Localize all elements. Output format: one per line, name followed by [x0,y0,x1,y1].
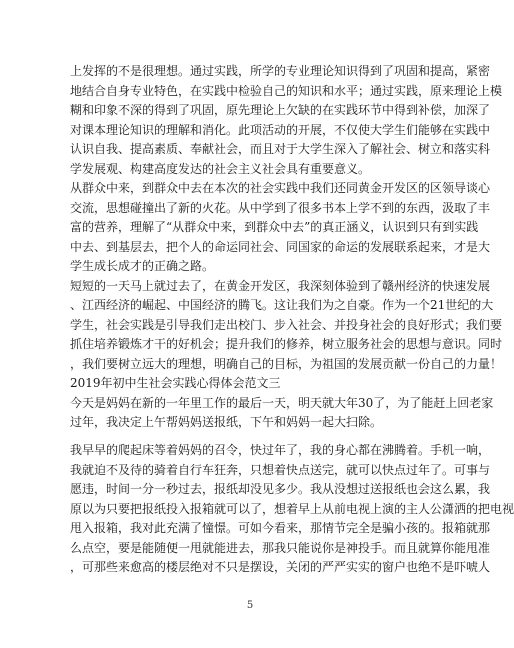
text-line: 糊和印象不深的得到了巩固，原先理论上欠缺的在实践环节中得到补偿，加深了 [70,103,491,117]
text-line: 甩入报箱，我对此充满了憧憬。可如今看来，那情节完全是骗小孩的。报箱就那 [70,521,491,535]
text-line: 对课本理论知识的理解和消化。此项活动的开展，不仅使大学生们能够在实践中 [70,122,491,137]
text-line: 上发挥的不是很理想。通过实践，所学的专业理论知识得到了巩固和提高，紧密 [70,64,491,78]
text-line: 认识自我、提高素质、奉献社会，而且对于大学生深入了解社会、树立和落实科 [70,142,491,156]
text-line: 地结合自身专业特色，在实践中检验自己的知识和水平；通过实践，原来理论上模 [70,83,503,98]
text-line: 么点空，要是能随便一甩就能进去，那我只能说你是神投手。而且就算你能甩准 [70,540,491,555]
text-line: 抓住培养锻炼才干的好机会；提升我们的修养，树立服务社会的思想与意识。同时 [70,337,503,351]
text-line: 交流，思想碰撞出了新的火花。从中学到了很多书本上学不到的东西，汲取了丰 [70,200,491,215]
document-body [70,62,503,433]
text-line: 学发展观、构建高度发达的社会主义社会具有重要意义。 [70,161,371,176]
text-line: 2019年初中生社会实践心得体会范文三 [70,376,281,390]
text-line: 学生成长成才的正确之路。 [70,259,215,273]
text-line: 今天是妈妈在新的一年里工作的最后一天，明天就大年30了，为了能赶上回老家 [70,395,494,410]
text-line: 愿违，时间一分一秒过去，报纸却没见多少。我从没想过送报纸也会这么累，我 [70,482,491,496]
text-line: 中去、到基层去，把个人的命运同社会、同国家的命运的发展联系起来，才是大 [70,239,491,254]
text-line: ，我们要树立远大的理想，明确自己的目标，为祖国的发展贡献一份自己的力量！ [70,356,503,371]
lower-text-block [70,441,514,578]
text-line: 学生，社会实践是引导我们走出校门、步入社会、并投身社会的良好形式；我们要 [70,317,503,332]
document-body-lower [70,441,514,578]
text-line: 原以为只要把报纸投入报箱就可以了，想着早上从前电视上演的主人公潇洒的把电视 [70,501,514,516]
text-line: 富的营养，理解了“从群众中来，到群众中去”的真正涵义，认识到只有到实践 [70,220,479,234]
text-line: 我早早的爬起床等着妈妈的召令，快过年了，我的身心都在沸腾着。手机一响， [70,443,491,457]
upper-text-block [70,62,503,433]
text-line: 短短的一天马上就过去了，在黄金开发区，我深刻体验到了赣州经济的快速发展 [70,278,491,293]
text-line: ，可那些来愈高的楼层绝对不只是摆设，关闭的严严实实的窗户也绝不是吓唬人 [70,560,491,574]
text-line: 、江西经济的崛起、中国经济的腾飞。这让我们为之自豪。作为一个21世纪的大 [70,298,494,312]
text-line: 我就迫不及待的骑着自行车狂奔，只想着快点送完，就可以快点过年了。可事与 [70,462,491,477]
page-number: 5 [246,600,254,611]
text-line: 从群众中来，到群众中去在本次的社会实践中我们还同黄金开发区的区领导谈心 [70,181,491,195]
text-line: 过年，我决定上午帮妈妈送报纸，下午和妈妈一起大扫除。 [70,415,383,429]
